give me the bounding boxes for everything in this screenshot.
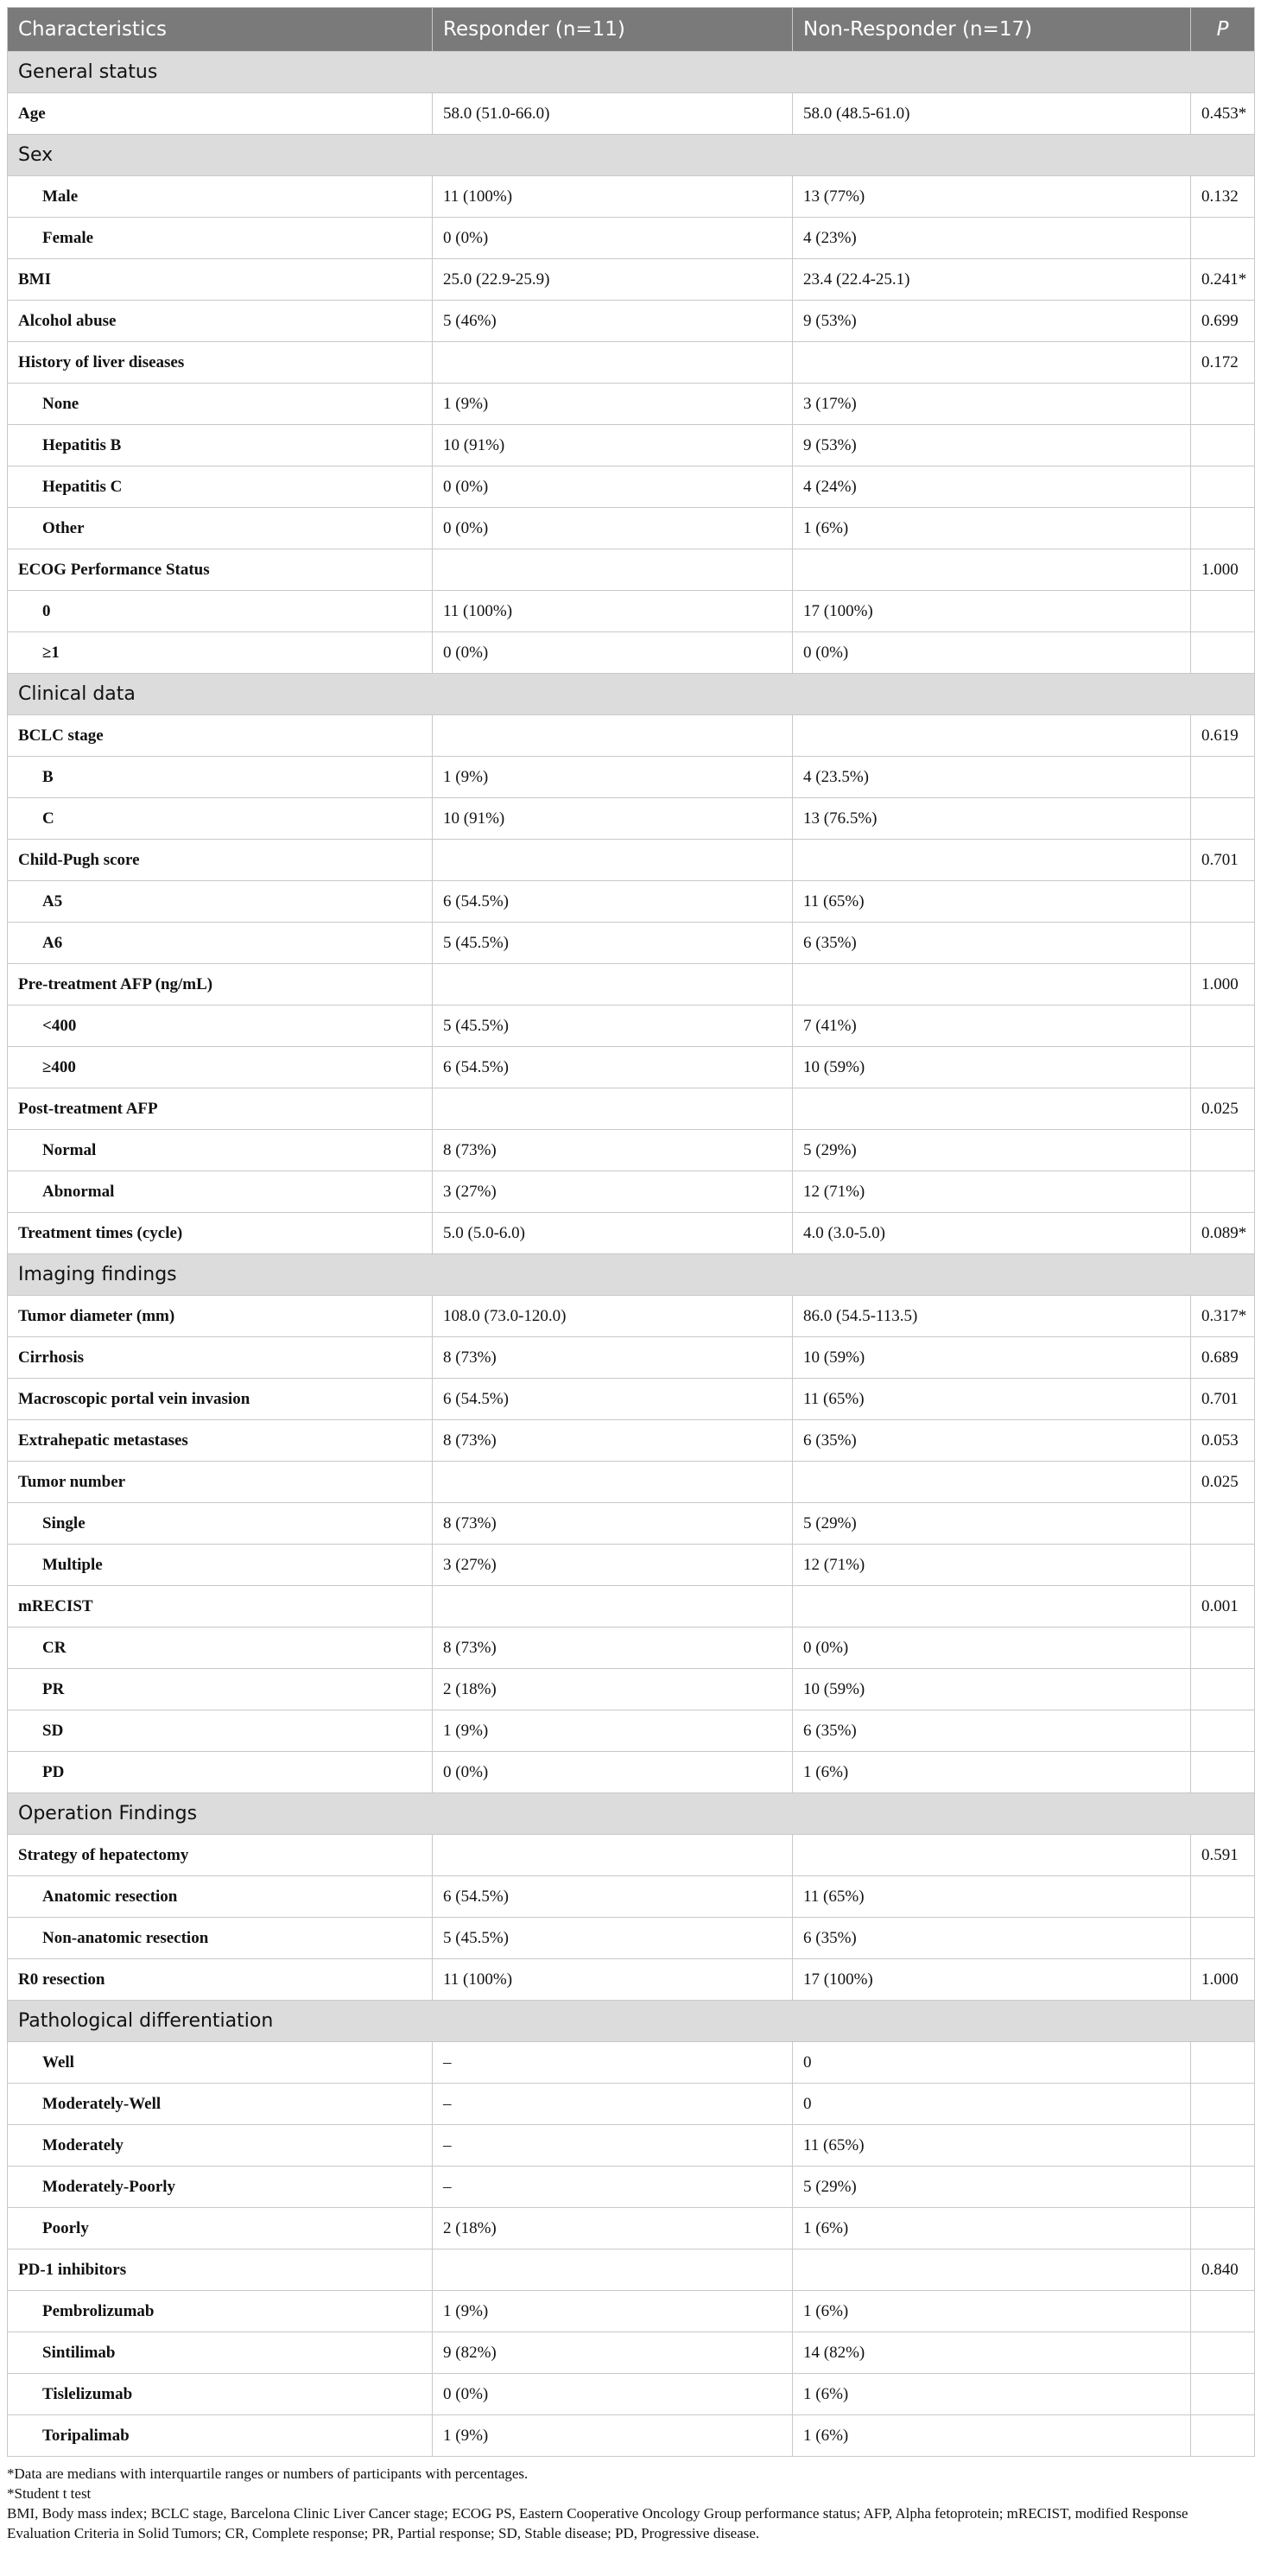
responder-value: 8 (73%) [433, 1337, 793, 1379]
responder-value: 6 (54.5%) [433, 1047, 793, 1088]
p-value [1191, 2125, 1255, 2167]
p-value: 0.619 [1191, 715, 1255, 757]
p-value [1191, 1669, 1255, 1710]
table-row [8, 1088, 1255, 1130]
row-label: Other [8, 508, 433, 549]
section-row [8, 1793, 1255, 1835]
row-label: A5 [8, 881, 433, 923]
non-responder-value [793, 342, 1191, 384]
responder-value: 3 (27%) [433, 1545, 793, 1586]
row-label: Pembrolizumab [8, 2291, 433, 2332]
non-responder-value: 4 (23%) [793, 218, 1191, 259]
p-value: 0.840 [1191, 2249, 1255, 2291]
table-row [8, 549, 1255, 591]
table-row [8, 632, 1255, 674]
non-responder-value: 86.0 (54.5-113.5) [793, 1296, 1191, 1337]
row-label: Toripalimab [8, 2415, 433, 2457]
responder-value: – [433, 2167, 793, 2208]
responder-value: 1 (9%) [433, 1710, 793, 1752]
row-label: Extrahepatic metastases [8, 1420, 433, 1462]
table-row [8, 1669, 1255, 1710]
section-label: General status [8, 52, 1255, 93]
table-row [8, 93, 1255, 135]
section-row [8, 135, 1255, 176]
row-label: C [8, 798, 433, 840]
p-value: 0.025 [1191, 1462, 1255, 1503]
row-label: Abnormal [8, 1171, 433, 1213]
table-row [8, 1462, 1255, 1503]
table-row [8, 2332, 1255, 2374]
responder-value: 0 (0%) [433, 2374, 793, 2415]
footnote-abbreviations: BMI, Body mass index; BCLC stage, Barcelona Clinic Liver Cancer stage; ECOG PS, Eastern Cooperative Oncology Group performance status; AFP, Alpha fetoprotein; mRECIST, modified Response Evaluation Criteria in Solid Tumors; CR, Complete response; PR, Partial response; SD, Stable disease; PD, Progressive disease. [7, 2505, 1188, 2541]
table-row [8, 1006, 1255, 1047]
table-container [7, 7, 1254, 2543]
row-label: 0 [8, 591, 433, 632]
row-label: Tumor diameter (mm) [8, 1296, 433, 1337]
responder-value: 10 (91%) [433, 798, 793, 840]
section-row [8, 1254, 1255, 1296]
p-value [1191, 384, 1255, 425]
row-label: BCLC stage [8, 715, 433, 757]
responder-value: 25.0 (22.9-25.9) [433, 259, 793, 301]
p-value [1191, 923, 1255, 964]
table-row [8, 1835, 1255, 1876]
row-label: History of liver diseases [8, 342, 433, 384]
section-row [8, 2001, 1255, 2042]
non-responder-value: 17 (100%) [793, 591, 1191, 632]
non-responder-value [793, 549, 1191, 591]
characteristics-table [7, 7, 1255, 2457]
non-responder-value: 7 (41%) [793, 1006, 1191, 1047]
non-responder-value: 6 (35%) [793, 1710, 1191, 1752]
non-responder-value: 10 (59%) [793, 1669, 1191, 1710]
table-row [8, 508, 1255, 549]
responder-value: – [433, 2042, 793, 2084]
non-responder-value [793, 1835, 1191, 1876]
non-responder-value [793, 964, 1191, 1006]
responder-value: 11 (100%) [433, 1959, 793, 2001]
responder-value: 6 (54.5%) [433, 1379, 793, 1420]
row-label: Treatment times (cycle) [8, 1213, 433, 1254]
non-responder-value: 4 (23.5%) [793, 757, 1191, 798]
section-label: Imaging findings [8, 1254, 1255, 1296]
row-label: ECOG Performance Status [8, 549, 433, 591]
non-responder-value: 10 (59%) [793, 1047, 1191, 1088]
p-value [1191, 2374, 1255, 2415]
row-label: Poorly [8, 2208, 433, 2249]
table-row [8, 1586, 1255, 1627]
row-label: Male [8, 176, 433, 218]
non-responder-value [793, 840, 1191, 881]
table-row [8, 2249, 1255, 2291]
non-responder-value: 13 (77%) [793, 176, 1191, 218]
responder-value: 5 (46%) [433, 301, 793, 342]
responder-value: 8 (73%) [433, 1420, 793, 1462]
responder-value [433, 2249, 793, 2291]
row-label: ≥1 [8, 632, 433, 674]
table-row [8, 2042, 1255, 2084]
p-value [1191, 1545, 1255, 1586]
p-value [1191, 425, 1255, 466]
table-row [8, 1710, 1255, 1752]
row-label: Anatomic resection [8, 1876, 433, 1918]
responder-value: 10 (91%) [433, 425, 793, 466]
responder-value: 5.0 (5.0-6.0) [433, 1213, 793, 1254]
non-responder-value: 4.0 (3.0-5.0) [793, 1213, 1191, 1254]
p-value [1191, 2291, 1255, 2332]
p-value [1191, 466, 1255, 508]
footnote-1: *Data are medians with interquartile ranges or numbers of participants with percentages. [7, 2465, 529, 2482]
row-label: Moderately [8, 2125, 433, 2167]
row-label: ≥400 [8, 1047, 433, 1088]
responder-value: 0 (0%) [433, 218, 793, 259]
responder-value [433, 1462, 793, 1503]
non-responder-value: 0 (0%) [793, 632, 1191, 674]
p-value [1191, 2042, 1255, 2084]
row-label: BMI [8, 259, 433, 301]
table-row [8, 1213, 1255, 1254]
row-label: SD [8, 1710, 433, 1752]
table-row [8, 384, 1255, 425]
table-row [8, 176, 1255, 218]
non-responder-value: 23.4 (22.4-25.1) [793, 259, 1191, 301]
non-responder-value: 1 (6%) [793, 2415, 1191, 2457]
table-row [8, 2208, 1255, 2249]
p-value [1191, 2208, 1255, 2249]
responder-value: 6 (54.5%) [433, 881, 793, 923]
footnote-2: *Student t test [7, 2485, 92, 2502]
p-value [1191, 591, 1255, 632]
non-responder-value: 6 (35%) [793, 923, 1191, 964]
non-responder-value: 0 [793, 2084, 1191, 2125]
responder-value: 5 (45.5%) [433, 923, 793, 964]
table-row [8, 1959, 1255, 2001]
p-value [1191, 881, 1255, 923]
row-label: Moderately-Well [8, 2084, 433, 2125]
p-value: 0.172 [1191, 342, 1255, 384]
row-label: Tumor number [8, 1462, 433, 1503]
p-value: 0.001 [1191, 1586, 1255, 1627]
table-row [8, 2084, 1255, 2125]
responder-value: 0 (0%) [433, 632, 793, 674]
footnotes [7, 2464, 1254, 2543]
row-label: PR [8, 1669, 433, 1710]
row-label: PD-1 inhibitors [8, 2249, 433, 2291]
non-responder-value: 1 (6%) [793, 2208, 1191, 2249]
row-label: Cirrhosis [8, 1337, 433, 1379]
responder-value: 11 (100%) [433, 591, 793, 632]
non-responder-value: 9 (53%) [793, 301, 1191, 342]
responder-value: 58.0 (51.0-66.0) [433, 93, 793, 135]
p-value: 0.089* [1191, 1213, 1255, 1254]
table-row [8, 715, 1255, 757]
non-responder-value: 10 (59%) [793, 1337, 1191, 1379]
table-row [8, 1876, 1255, 1918]
table-row [8, 840, 1255, 881]
p-value [1191, 1752, 1255, 1793]
p-value [1191, 1710, 1255, 1752]
row-label: Multiple [8, 1545, 433, 1586]
responder-value [433, 342, 793, 384]
responder-value: 9 (82%) [433, 2332, 793, 2374]
p-value: 0.025 [1191, 1088, 1255, 1130]
p-value [1191, 218, 1255, 259]
p-value [1191, 1503, 1255, 1545]
p-value [1191, 1047, 1255, 1088]
responder-value: 5 (45.5%) [433, 1918, 793, 1959]
non-responder-value: 58.0 (48.5-61.0) [793, 93, 1191, 135]
row-label: Hepatitis B [8, 425, 433, 466]
table-row [8, 1627, 1255, 1669]
table-row [8, 2125, 1255, 2167]
row-label: Pre-treatment AFP (ng/mL) [8, 964, 433, 1006]
p-value: 1.000 [1191, 1959, 1255, 2001]
p-value [1191, 1171, 1255, 1213]
table-row [8, 1379, 1255, 1420]
p-value [1191, 2167, 1255, 2208]
responder-value: 6 (54.5%) [433, 1876, 793, 1918]
p-value [1191, 1130, 1255, 1171]
row-label: Well [8, 2042, 433, 2084]
table-row [8, 218, 1255, 259]
non-responder-value: 3 (17%) [793, 384, 1191, 425]
row-label: Strategy of hepatectomy [8, 1835, 433, 1876]
p-value [1191, 798, 1255, 840]
table-row [8, 2291, 1255, 2332]
responder-value: 0 (0%) [433, 466, 793, 508]
non-responder-value: 5 (29%) [793, 1130, 1191, 1171]
responder-value [433, 1835, 793, 1876]
responder-value: 1 (9%) [433, 757, 793, 798]
responder-value [433, 1586, 793, 1627]
responder-value [433, 715, 793, 757]
table-row [8, 259, 1255, 301]
row-label: Sintilimab [8, 2332, 433, 2374]
p-value: 0.701 [1191, 1379, 1255, 1420]
row-label: A6 [8, 923, 433, 964]
responder-value: 1 (9%) [433, 2291, 793, 2332]
row-label: mRECIST [8, 1586, 433, 1627]
table-row [8, 1918, 1255, 1959]
responder-value [433, 1088, 793, 1130]
non-responder-value: 1 (6%) [793, 2291, 1191, 2332]
p-value [1191, 1876, 1255, 1918]
header-row [8, 8, 1255, 52]
section-label: Operation Findings [8, 1793, 1255, 1835]
table-row [8, 923, 1255, 964]
table-row [8, 757, 1255, 798]
non-responder-value: 0 (0%) [793, 1627, 1191, 1669]
row-label: <400 [8, 1006, 433, 1047]
non-responder-value [793, 1088, 1191, 1130]
p-value: 1.000 [1191, 549, 1255, 591]
table-row [8, 2415, 1255, 2457]
table-row [8, 1420, 1255, 1462]
p-value: 0.453* [1191, 93, 1255, 135]
row-label: Moderately-Poorly [8, 2167, 433, 2208]
p-value [1191, 632, 1255, 674]
p-value [1191, 2084, 1255, 2125]
p-value: 0.689 [1191, 1337, 1255, 1379]
row-label: Female [8, 218, 433, 259]
row-label: Age [8, 93, 433, 135]
p-value: 0.317* [1191, 1296, 1255, 1337]
responder-value [433, 964, 793, 1006]
responder-value: 2 (18%) [433, 1669, 793, 1710]
non-responder-value: 12 (71%) [793, 1171, 1191, 1213]
table-row [8, 591, 1255, 632]
section-row [8, 674, 1255, 715]
non-responder-value: 11 (65%) [793, 1379, 1191, 1420]
table-row [8, 301, 1255, 342]
table-row [8, 964, 1255, 1006]
non-responder-value: 11 (65%) [793, 1876, 1191, 1918]
p-value [1191, 1627, 1255, 1669]
header-non-responder: Non-Responder (n=17) [793, 8, 1191, 52]
p-value [1191, 2332, 1255, 2374]
p-value: 1.000 [1191, 964, 1255, 1006]
section-row [8, 52, 1255, 93]
p-value [1191, 757, 1255, 798]
p-value [1191, 2415, 1255, 2457]
table-row [8, 1130, 1255, 1171]
p-value [1191, 508, 1255, 549]
row-label: Tislelizumab [8, 2374, 433, 2415]
table-row [8, 1296, 1255, 1337]
non-responder-value: 1 (6%) [793, 1752, 1191, 1793]
non-responder-value: 6 (35%) [793, 1918, 1191, 1959]
non-responder-value [793, 715, 1191, 757]
non-responder-value: 1 (6%) [793, 508, 1191, 549]
non-responder-value: 1 (6%) [793, 2374, 1191, 2415]
responder-value: 5 (45.5%) [433, 1006, 793, 1047]
responder-value: 8 (73%) [433, 1503, 793, 1545]
row-label: Post-treatment AFP [8, 1088, 433, 1130]
responder-value: 0 (0%) [433, 1752, 793, 1793]
table-row [8, 1503, 1255, 1545]
responder-value: 8 (73%) [433, 1130, 793, 1171]
non-responder-value: 0 [793, 2042, 1191, 2084]
p-value: 0.701 [1191, 840, 1255, 881]
row-label: CR [8, 1627, 433, 1669]
non-responder-value: 11 (65%) [793, 881, 1191, 923]
table-row [8, 342, 1255, 384]
row-label: PD [8, 1752, 433, 1793]
p-value [1191, 1006, 1255, 1047]
non-responder-value: 14 (82%) [793, 2332, 1191, 2374]
row-label: Non-anatomic resection [8, 1918, 433, 1959]
responder-value: 11 (100%) [433, 176, 793, 218]
non-responder-value: 9 (53%) [793, 425, 1191, 466]
p-value [1191, 1918, 1255, 1959]
p-value: 0.053 [1191, 1420, 1255, 1462]
responder-value: 108.0 (73.0-120.0) [433, 1296, 793, 1337]
non-responder-value: 11 (65%) [793, 2125, 1191, 2167]
non-responder-value: 5 (29%) [793, 2167, 1191, 2208]
non-responder-value: 4 (24%) [793, 466, 1191, 508]
non-responder-value: 12 (71%) [793, 1545, 1191, 1586]
responder-value: 1 (9%) [433, 384, 793, 425]
row-label: B [8, 757, 433, 798]
p-value: 0.132 [1191, 176, 1255, 218]
header-characteristics: Characteristics [8, 8, 433, 52]
table-row [8, 1171, 1255, 1213]
responder-value: – [433, 2084, 793, 2125]
table-row [8, 1752, 1255, 1793]
responder-value: 0 (0%) [433, 508, 793, 549]
row-label: Normal [8, 1130, 433, 1171]
p-value: 0.591 [1191, 1835, 1255, 1876]
responder-value: 3 (27%) [433, 1171, 793, 1213]
table-row [8, 2167, 1255, 2208]
table-body [8, 52, 1255, 2457]
table-row [8, 466, 1255, 508]
row-label: Hepatitis C [8, 466, 433, 508]
p-value: 0.241* [1191, 259, 1255, 301]
row-label: Alcohol abuse [8, 301, 433, 342]
table-row [8, 1337, 1255, 1379]
table-row [8, 2374, 1255, 2415]
table-row [8, 881, 1255, 923]
non-responder-value [793, 1462, 1191, 1503]
header-responder: Responder (n=11) [433, 8, 793, 52]
table-row [8, 1545, 1255, 1586]
table-row [8, 425, 1255, 466]
non-responder-value: 5 (29%) [793, 1503, 1191, 1545]
section-label: Clinical data [8, 674, 1255, 715]
row-label: Macroscopic portal vein invasion [8, 1379, 433, 1420]
row-label: None [8, 384, 433, 425]
non-responder-value: 6 (35%) [793, 1420, 1191, 1462]
non-responder-value: 13 (76.5%) [793, 798, 1191, 840]
table-row [8, 798, 1255, 840]
non-responder-value [793, 2249, 1191, 2291]
section-label: Sex [8, 135, 1255, 176]
header-p-value: P [1191, 8, 1255, 52]
row-label: Single [8, 1503, 433, 1545]
p-value: 0.699 [1191, 301, 1255, 342]
non-responder-value: 17 (100%) [793, 1959, 1191, 2001]
section-label: Pathological differentiation [8, 2001, 1255, 2042]
row-label: Child-Pugh score [8, 840, 433, 881]
non-responder-value [793, 1586, 1191, 1627]
responder-value: – [433, 2125, 793, 2167]
row-label: R0 resection [8, 1959, 433, 2001]
responder-value: 8 (73%) [433, 1627, 793, 1669]
table-row [8, 1047, 1255, 1088]
responder-value [433, 840, 793, 881]
responder-value: 1 (9%) [433, 2415, 793, 2457]
responder-value [433, 549, 793, 591]
responder-value: 2 (18%) [433, 2208, 793, 2249]
